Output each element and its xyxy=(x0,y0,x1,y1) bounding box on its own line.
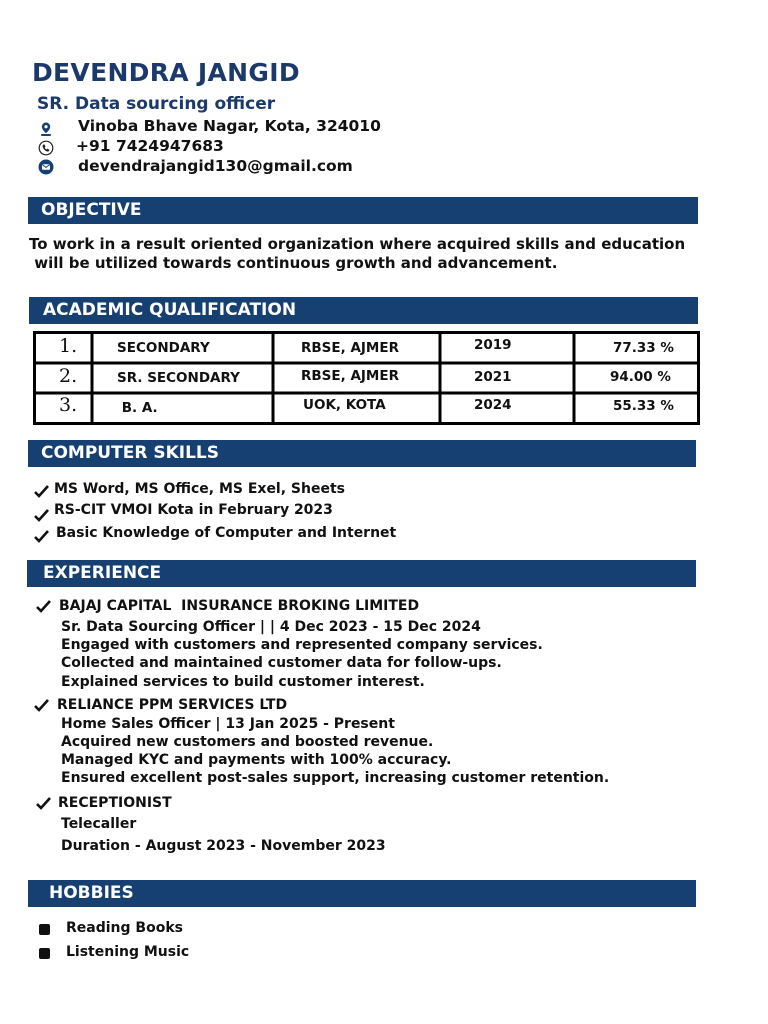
job-1-line-2: Engaged with customers and represented company services. xyxy=(61,637,543,653)
row-2-number: 2. xyxy=(59,365,78,387)
academic-table xyxy=(33,331,700,425)
candidate-name: DEVENDRA JANGID xyxy=(32,58,300,87)
objective-line-2: will be utilized towards continuous growth and advancement. xyxy=(29,254,558,272)
row-1-board: RBSE, AJMER xyxy=(301,340,399,356)
row-2-score: 94.00 % xyxy=(610,369,671,385)
row-1-number: 1. xyxy=(59,335,78,357)
row-3-course: B. A. xyxy=(117,400,158,416)
check-icon xyxy=(34,509,49,522)
row-1-score: 77.33 % xyxy=(613,340,674,356)
check-icon xyxy=(36,797,51,810)
check-icon xyxy=(34,699,49,712)
check-icon xyxy=(34,530,49,543)
job-1-line-4: Explained services to build customer interest. xyxy=(61,674,425,690)
skill-item-2: RS-CIT VMOI Kota in February 2023 xyxy=(54,502,333,518)
job-2-line-4: Ensured excellent post-sales support, increasing customer retention. xyxy=(61,770,610,786)
job-2-line-1: Home Sales Officer | 13 Jan 2025 - Present xyxy=(61,716,395,732)
job-3-line-1: Telecaller xyxy=(61,816,137,832)
row-3-number: 3. xyxy=(59,394,78,416)
check-icon xyxy=(36,600,51,613)
job-1-company: BAJAJ CAPITAL INSURANCE BROKING LIMITED xyxy=(59,598,420,614)
job-title: SR. Data sourcing officer xyxy=(37,94,276,114)
academic-heading: ACADEMIC QUALIFICATION xyxy=(29,297,698,324)
job-2-company: RELIANCE PPM SERVICES LTD xyxy=(57,697,288,713)
location-pin-icon xyxy=(38,121,54,137)
job-1-line-3: Collected and maintained customer data for follow-ups. xyxy=(61,655,502,671)
hobby-item-1: Reading Books xyxy=(66,920,183,936)
row-2-year: 2021 xyxy=(474,369,512,385)
job-1-line-1: Sr. Data Sourcing Officer | | 4 Dec 2023 - 15 Dec 2024 xyxy=(61,619,481,635)
row-1-year: 2019 xyxy=(474,337,512,353)
objective-heading: OBJECTIVE xyxy=(28,197,698,224)
experience-heading: EXPERIENCE xyxy=(27,560,696,587)
email-icon xyxy=(38,159,54,175)
skills-heading: COMPUTER SKILLS xyxy=(28,440,696,467)
email-link[interactable]: devendrajangid130@gmail.com xyxy=(78,157,353,175)
row-2-board: RBSE, AJMER xyxy=(301,368,399,384)
job-3-company: RECEPTIONIST xyxy=(58,795,172,811)
hobby-item-2: Listening Music xyxy=(66,944,190,960)
row-2-course: SR. SECONDARY xyxy=(117,370,240,386)
phone-icon xyxy=(38,140,54,156)
address-text: Vinoba Bhave Nagar, Kota, 324010 xyxy=(78,117,381,135)
row-3-board: UOK, KOTA xyxy=(303,397,386,413)
row-3-score: 55.33 % xyxy=(613,398,674,414)
skill-item-1: MS Word, MS Office, MS Exel, Sheets xyxy=(54,481,345,497)
row-3-year: 2024 xyxy=(474,397,512,413)
job-2-line-2: Acquired new customers and boosted revenue. xyxy=(61,734,434,750)
hobbies-heading: HOBBIES xyxy=(28,880,696,907)
check-icon xyxy=(34,485,49,498)
square-bullet-icon xyxy=(39,924,50,935)
job-3-line-2: Duration - August 2023 - November 2023 xyxy=(61,838,386,854)
objective-line-1: To work in a result oriented organization where acquired skills and education xyxy=(29,235,686,253)
square-bullet-icon xyxy=(39,948,50,959)
job-2-line-3: Managed KYC and payments with 100% accuracy. xyxy=(61,752,452,768)
skill-item-3: Basic Knowledge of Computer and Internet xyxy=(56,525,397,541)
row-1-course: SECONDARY xyxy=(117,340,210,356)
phone-text: +91 7424947683 xyxy=(76,137,224,155)
